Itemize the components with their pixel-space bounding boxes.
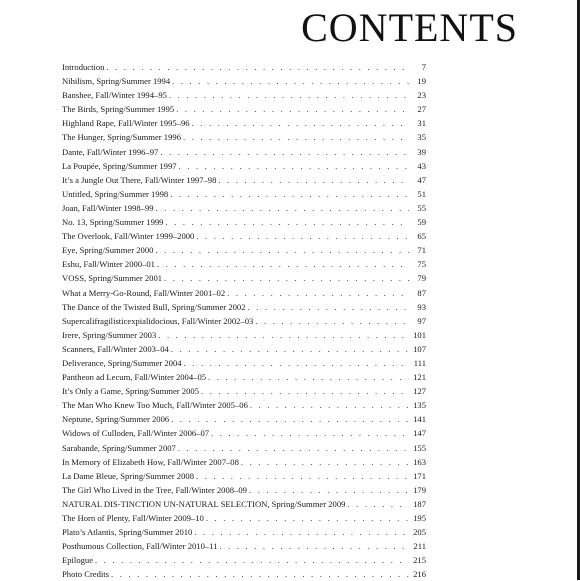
toc-dot-leader — [171, 342, 409, 356]
toc-dot-leader — [158, 328, 409, 342]
toc-entry-title: Plato’s Atlantis, Spring/Summer 2010 — [62, 527, 193, 538]
toc-entry-page-number: 163 — [413, 456, 426, 467]
toc-entry-page-number: 216 — [413, 569, 426, 580]
toc-entry-title: Deliverance, Spring/Summer 2004 — [62, 357, 182, 368]
toc-dot-leader — [178, 441, 409, 455]
toc-entry-title: Supercalifragilisticexpialidocious, Fall/Winter 2002–03 — [62, 315, 254, 326]
toc-entry-title: Banshee, Fall/Winter 1994–95 — [62, 90, 167, 101]
toc-entry-title: La Dame Bleue, Spring/Summer 2008 — [62, 470, 194, 481]
toc-entry-page-number: 43 — [417, 160, 426, 171]
toc-entry-13 — [62, 229, 426, 243]
toc-entry-page-number: 187 — [413, 498, 426, 509]
toc-entry-title: Joan, Fall/Winter 1998–99 — [62, 202, 154, 213]
toc-entry-23 — [62, 370, 426, 384]
toc-dot-leader — [156, 201, 409, 215]
toc-entry-34 — [62, 525, 426, 539]
toc-entry-2 — [62, 74, 426, 88]
toc-entry-25 — [62, 398, 426, 412]
toc-entry-page-number: 135 — [413, 400, 426, 411]
toc-dot-leader — [194, 525, 409, 539]
toc-entry-page-number: 51 — [417, 188, 426, 199]
toc-dot-leader — [347, 497, 409, 511]
toc-dot-leader — [219, 539, 409, 553]
toc-entry-page-number: 75 — [417, 259, 426, 270]
toc-entry-page-number: 155 — [413, 442, 426, 453]
toc-entry-page-number: 111 — [413, 357, 426, 368]
toc-dot-leader — [183, 130, 409, 144]
toc-entry-24 — [62, 384, 426, 398]
toc-entry-page-number: 127 — [413, 386, 426, 397]
toc-entry-page-number: 195 — [413, 513, 426, 523]
toc-entry-title: Epilogue — [62, 555, 94, 566]
toc-entry-title: Highland Rape, Fall/Winter 1995–96 — [62, 118, 190, 129]
toc-entry-page-number: 35 — [417, 132, 426, 143]
toc-entry-title: It’s a Jungle Out There, Fall/Winter 1997–98 — [62, 174, 217, 185]
toc-entry-36 — [62, 553, 426, 567]
toc-entry-title: Scanners, Fall/Winter 2003–04 — [62, 343, 169, 354]
toc-dot-leader — [164, 271, 409, 285]
toc-dot-leader — [208, 370, 409, 384]
toc-dot-leader — [201, 384, 409, 398]
toc-entry-4 — [62, 102, 426, 116]
toc-dot-leader — [192, 116, 409, 130]
page-title: CONTENTS — [301, 5, 518, 50]
toc-dot-leader — [250, 398, 409, 412]
toc-entry-3 — [62, 88, 426, 102]
toc-dot-leader — [176, 102, 409, 116]
toc-entry-page-number: 101 — [413, 329, 426, 340]
toc-entry-page-number: 7 — [421, 62, 426, 72]
toc-entry-page-number: 107 — [413, 343, 426, 354]
toc-entry-title: Posthumous Collection, Fall/Winter 2010–11 — [62, 541, 218, 552]
toc-entry-page-number: 79 — [417, 273, 426, 284]
toc-entry-page-number: 71 — [417, 245, 426, 256]
toc-entry-title: NATURAL DIS-TINCTION UN-NATURAL SELECTION, Spring/Summer 2009 — [62, 498, 346, 509]
toc-entry-title: Untitled, Spring/Summer 1998 — [62, 188, 169, 199]
toc-entry-17 — [62, 286, 426, 300]
toc-entry-22 — [62, 356, 426, 370]
toc-dot-leader — [170, 187, 409, 201]
toc-entry-7 — [62, 145, 426, 159]
toc-entry-18 — [62, 300, 426, 314]
toc-dot-leader — [172, 74, 409, 88]
toc-entry-page-number: 147 — [413, 428, 426, 439]
toc-dot-leader — [95, 553, 409, 567]
toc-dot-leader — [196, 469, 409, 483]
toc-entry-page-number: 65 — [417, 231, 426, 242]
toc-entry-title: La Poupée, Spring/Summer 1997 — [62, 160, 177, 171]
toc-entry-page-number: 23 — [417, 90, 426, 101]
toc-entry-30 — [62, 469, 426, 483]
toc-entry-title: Sarabande, Spring/Summer 2007 — [62, 442, 176, 453]
toc-dot-leader — [179, 159, 409, 173]
toc-entry-8 — [62, 159, 426, 173]
toc-entry-page-number: 97 — [417, 315, 426, 326]
toc-entry-page-number: 171 — [413, 470, 426, 481]
toc-entry-title: It’s Only a Game, Spring/Summer 2005 — [62, 386, 200, 397]
toc-entry-page-number: 179 — [413, 484, 426, 495]
toc-entry-page-number: 47 — [417, 174, 426, 185]
toc-entry-title: The Birds, Spring/Summer 1995 — [62, 104, 175, 115]
toc-entry-page-number: 27 — [417, 104, 426, 115]
toc-entry-37 — [62, 567, 426, 581]
toc-entry-title: Introduction — [62, 62, 105, 72]
toc-entry-5 — [62, 116, 426, 130]
toc-entry-10 — [62, 187, 426, 201]
toc-entry-title: The Man Who Knew Too Much, Fall/Winter 2005–06 — [62, 400, 248, 411]
toc-dot-leader — [249, 483, 409, 497]
toc-entry-title: Eye, Spring/Summer 2000 — [62, 245, 154, 256]
toc-dot-leader — [111, 567, 409, 581]
toc-entry-6 — [62, 130, 426, 144]
toc-entry-20 — [62, 328, 426, 342]
toc-entry-title: Photo Credits — [62, 569, 110, 580]
toc-dot-leader — [157, 257, 409, 271]
toc-entry-title: Nihilism, Spring/Summer 1994 — [62, 76, 171, 87]
toc-entry-28 — [62, 441, 426, 455]
toc-entry-16 — [62, 271, 426, 285]
toc-dot-leader — [241, 455, 409, 469]
toc-dot-leader — [184, 356, 409, 370]
toc-entry-page-number: 93 — [417, 301, 426, 312]
toc-entry-21 — [62, 342, 426, 356]
toc-entry-32 — [62, 497, 426, 511]
toc-entry-14 — [62, 243, 426, 257]
toc-entry-title: The Horn of Plenty, Fall/Winter 2009–10 — [62, 513, 204, 523]
toc-entry-title: What a Merry-Go-Round, Fall/Winter 2001–02 — [62, 287, 226, 298]
toc-dot-leader — [248, 300, 409, 314]
toc-entry-31 — [62, 483, 426, 497]
toc-entry-page-number: 215 — [413, 555, 426, 566]
toc-dot-leader — [255, 314, 409, 328]
toc-dot-leader — [218, 173, 409, 187]
toc-entry-page-number: 55 — [417, 202, 426, 213]
toc-entry-page-number: 121 — [413, 372, 426, 383]
toc-entry-title: Pantheon ad Lecum, Fall/Winter 2004–05 — [62, 372, 207, 383]
toc-entry-title: No. 13, Spring/Summer 1999 — [62, 217, 164, 228]
toc-entry-page-number: 19 — [417, 76, 426, 87]
toc-entry-page-number: 59 — [417, 217, 426, 228]
toc-dot-leader — [160, 145, 409, 159]
toc-entry-27 — [62, 426, 426, 440]
toc-entry-title: VOSS, Spring/Summer 2001 — [62, 273, 163, 284]
toc-dot-leader — [171, 412, 409, 426]
toc-entry-page-number: 205 — [413, 527, 426, 538]
toc-dot-leader — [165, 215, 409, 229]
toc-entry-title: Widows of Culloden, Fall/Winter 2006–07 — [62, 428, 210, 439]
toc-entry-page-number: 39 — [417, 146, 426, 157]
toc-entry-title: The Hunger, Spring/Summer 1996 — [62, 132, 181, 143]
toc-entry-9 — [62, 173, 426, 187]
toc-dot-leader — [211, 426, 409, 440]
toc-entry-title: The Girl Who Lived in the Tree, Fall/Winter 2008–09 — [62, 484, 247, 495]
toc-entry-page-number: 141 — [413, 414, 426, 425]
toc-dot-leader — [196, 229, 409, 243]
toc-entry-page-number: 87 — [417, 287, 426, 298]
toc-entry-title: In Memory of Elizabeth How, Fall/Winter 2007–08 — [62, 456, 239, 467]
toc-entry-26 — [62, 412, 426, 426]
toc-dot-leader — [106, 60, 409, 74]
toc-entry-11 — [62, 201, 426, 215]
toc-entry-19 — [62, 314, 426, 328]
toc-entry-15 — [62, 257, 426, 271]
toc-entry-title: Irere, Spring/Summer 2003 — [62, 329, 157, 340]
toc-entry-title: Eshu, Fall/Winter 2000–01 — [62, 259, 155, 270]
toc-dot-leader — [206, 511, 409, 525]
toc-entry-title: Dante, Fall/Winter 1996–97 — [62, 146, 159, 157]
table-of-contents — [62, 60, 426, 581]
toc-entry-title: The Dance of the Twisted Bull, Spring/Summer 2002 — [62, 301, 246, 312]
toc-entry-1 — [62, 60, 426, 74]
toc-dot-leader — [227, 286, 409, 300]
toc-entry-page-number: 211 — [413, 541, 426, 552]
toc-entry-page-number: 31 — [417, 118, 426, 129]
toc-dot-leader — [169, 88, 409, 102]
toc-entry-33 — [62, 511, 426, 525]
toc-entry-title: The Overlook, Fall/Winter 1999–2000 — [62, 231, 195, 242]
toc-entry-29 — [62, 455, 426, 469]
toc-entry-title: Neptune, Spring/Summer 2006 — [62, 414, 170, 425]
toc-entry-12 — [62, 215, 426, 229]
toc-entry-35 — [62, 539, 426, 553]
toc-dot-leader — [155, 243, 409, 257]
